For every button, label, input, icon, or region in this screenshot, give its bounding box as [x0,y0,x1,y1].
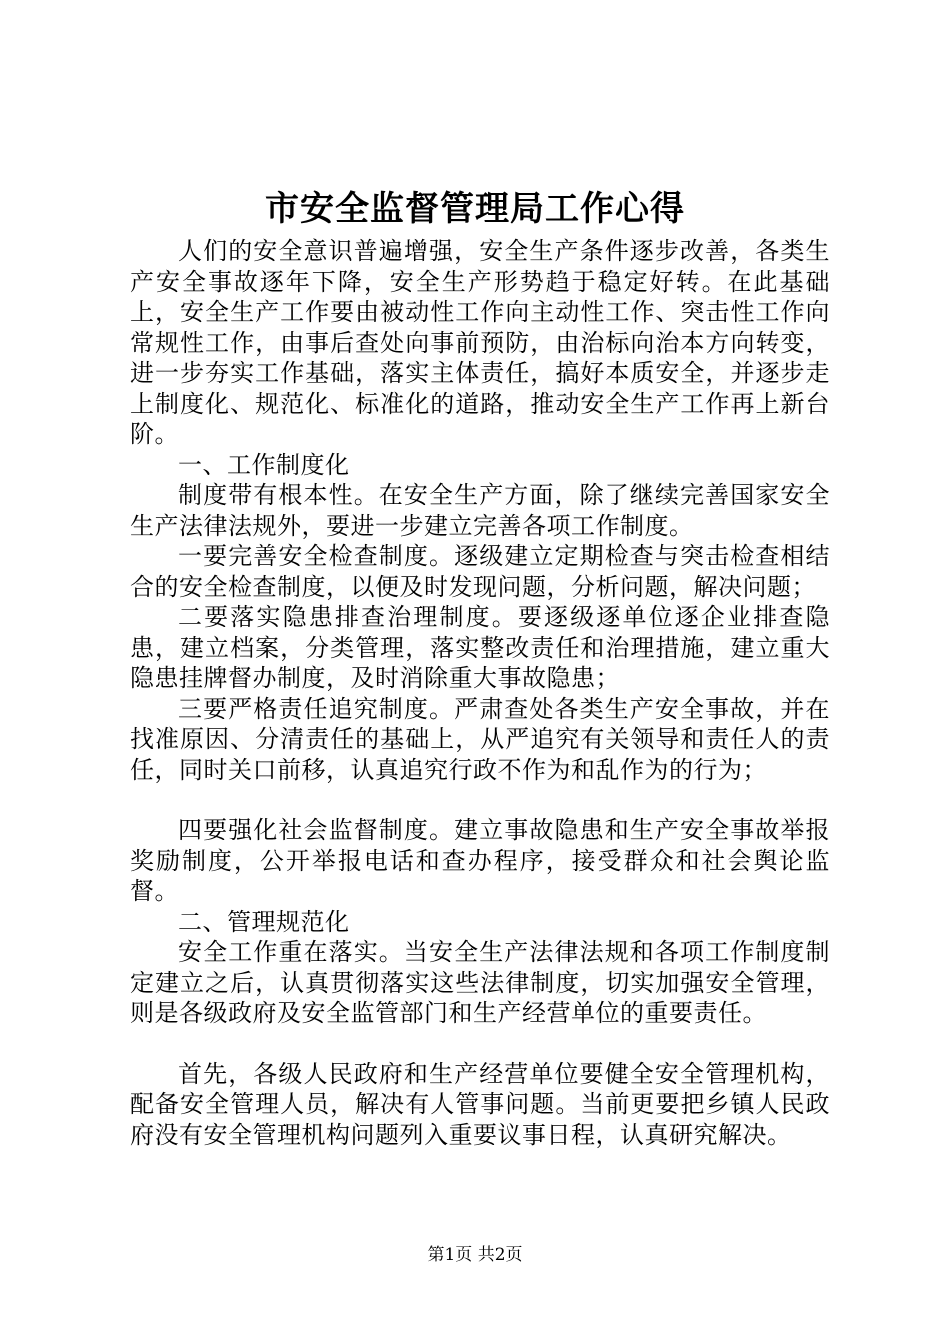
document-title: 市安全监督管理局工作心得 [265,189,685,229]
paragraph-first: 首先，各级人民政府和生产经营单位要健全安全管理机构，配备安全管理人员，解决有人管事问题。当前更要把乡镇人民政府没有安全管理机构问题列入重要议事日程，认真研究解决。 [130,1059,830,1149]
paragraph-spacer [130,1029,830,1059]
section-heading-1: 一、工作制度化 [178,450,350,479]
paragraph-intro: 人们的安全意识普遍增强，安全生产条件逐步改善，各类生产安全事故逐年下降，安全生产形势趋于稳定好转。在此基础上，安全生产工作要由被动性工作向主动性工作、突击性工作向常规性工作，由事后查处向事前预防，由治标向治本方向转变，进一步夯实工作基础，落实主体责任，搞好本质安全，并逐步走上制度化、规范化、标准化的道路，推动安全生产工作再上新台阶。 [130,237,830,448]
paragraph-implementation: 安全工作重在落实。当安全生产法律法规和各项工作制度制定建立之后，认真贯彻落实这些法律制度，切实加强安全管理，则是各级政府及安全监管部门和生产经营单位的重要责任。 [130,938,830,1027]
paragraph-system-overview: 制度带有根本性。在安全生产方面，除了继续完善国家安全生产法律法规外，要进一步建立完善各项工作制度。 [130,481,830,540]
paragraph-spacer [130,785,830,815]
document-body [130,236,830,1150]
page-indicator: 第1页 共2页 [427,1245,523,1265]
paragraph-inspection-system: 一要完善安全检查制度。逐级建立定期检查与突击检查相结合的安全检查制度，以便及时发现问题，分析问题，解决问题； [130,542,830,601]
section-heading-2: 二、管理规范化 [178,907,350,936]
paragraph-accountability-system: 三要严格责任追究制度。严肃查处各类生产安全事故，并在找准原因、分清责任的基础上，从严追究有关领导和责任人的责任，同时关口前移，认真追究行政不作为和乱作为的行为； [130,694,830,784]
paragraph-supervision-system: 四要强化社会监督制度。建立事故隐患和生产安全事故举报奖励制度，公开举报电话和查办程序，接受群众和社会舆论监督。 [130,816,830,905]
paragraph-hazard-system: 二要落实隐患排查治理制度。要逐级逐单位逐企业排查隐患，建立档案，分类管理，落实整改责任和治理措施，建立重大隐患挂牌督办制度，及时消除重大事故隐患； [130,603,830,692]
